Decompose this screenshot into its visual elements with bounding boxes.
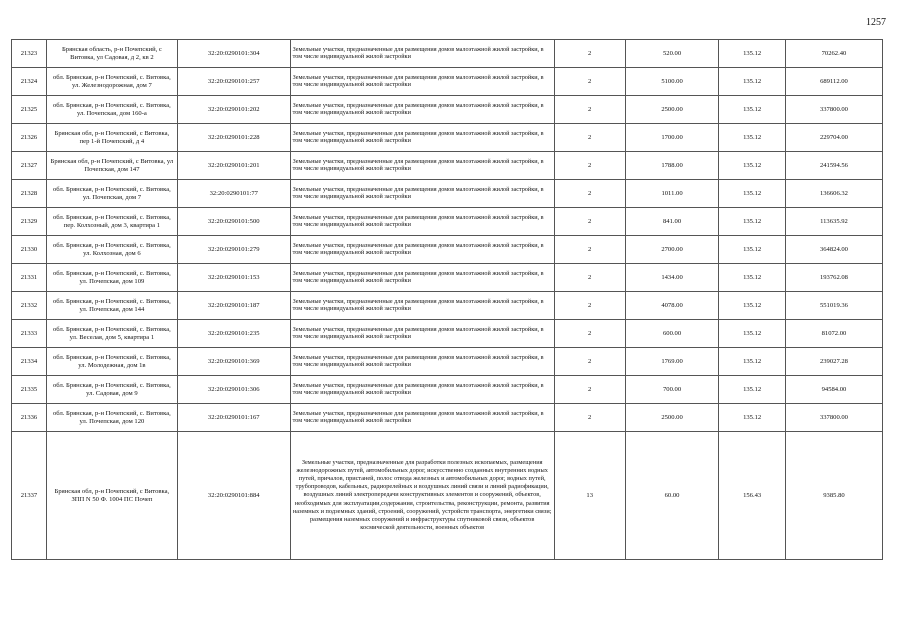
address-cell: обл. Брянская, р-н Почепский, с. Витовка, пер. Колхозный, дом 3, квартира 1 [46,208,177,236]
area-cell: 2700.00 [625,236,719,264]
table-row [12,40,883,68]
cadastral-value-cell: 689112.00 [785,68,882,96]
area-cell: 1434.00 [625,264,719,292]
address-cell: обл. Брянская, р-н Почепский, с. Витовка, ул. Колхозная, дом 6 [46,236,177,264]
area-cell: 60.00 [625,432,719,560]
area-cell: 5100.00 [625,68,719,96]
cadastral-number-cell: 32:20:0290101:167 [177,404,290,432]
rate-cell: 135.12 [719,404,786,432]
table-row [12,404,883,432]
row-number: 21334 [12,348,47,376]
cadastral-number-cell: 32:20:0290101:884 [177,432,290,560]
land-use-cell: Земельные участки, предназначенные для размещения домов малоэтажной жилой застройки, в том числе индивидуальной жилой застройки [290,292,554,320]
rate-cell: 135.12 [719,152,786,180]
rate-cell: 135.12 [719,348,786,376]
cadastral-value-table [11,39,883,560]
category-cell: 2 [554,152,625,180]
land-use-cell: Земельные участки, предназначенные для размещения домов малоэтажной жилой застройки, в том числе индивидуальной жилой застройки [290,124,554,152]
area-cell: 1700.00 [625,124,719,152]
area-cell: 600.00 [625,320,719,348]
category-cell: 2 [554,376,625,404]
land-use-cell: Земельные участки, предназначенные для размещения домов малоэтажной жилой застройки, в том числе индивидуальной жилой застройки [290,152,554,180]
address-cell: Брянская обл, р-н Почепский, с Витовка, ЗПП N 50 Ф. 1004 ПС Почеп [46,432,177,560]
land-use-cell: Земельные участки, предназначенные для размещения домов малоэтажной жилой застройки, в том числе индивидуальной жилой застройки [290,96,554,124]
category-cell: 2 [554,208,625,236]
table-row [12,236,883,264]
table-row [12,96,883,124]
table-row [12,348,883,376]
cadastral-value-cell: 113635.92 [785,208,882,236]
cadastral-value-cell: 337800.00 [785,96,882,124]
rate-cell: 135.12 [719,124,786,152]
page-number: 1257 [866,17,886,28]
land-use-cell: Земельные участки, предназначенные для размещения домов малоэтажной жилой застройки, в том числе индивидуальной жилой застройки [290,180,554,208]
cadastral-value-cell: 239027.28 [785,348,882,376]
table-row [12,152,883,180]
cadastral-value-cell: 229704.00 [785,124,882,152]
area-cell: 841.00 [625,208,719,236]
cadastral-value-cell: 70262.40 [785,40,882,68]
row-number: 21323 [12,40,47,68]
address-cell: Брянская область, р-н Почепский, с Витовка, ул Садовая, д 2, кв 2 [46,40,177,68]
table-row [12,264,883,292]
row-number: 21331 [12,264,47,292]
table-row [12,180,883,208]
cadastral-number-cell: 32:20:0290101:187 [177,292,290,320]
category-cell: 2 [554,264,625,292]
address-cell: обл. Брянская, р-н Почепский, с. Витовка, ул. Железнодорожная, дом 7 [46,68,177,96]
cadastral-number-cell: 32:20:0290101:153 [177,264,290,292]
rate-cell: 135.12 [719,208,786,236]
cadastral-value-cell: 337800.00 [785,404,882,432]
rate-cell: 135.12 [719,320,786,348]
table-row [12,376,883,404]
table-row [12,208,883,236]
rate-cell: 135.12 [719,292,786,320]
area-cell: 1769.00 [625,348,719,376]
land-use-cell: Земельные участки, предназначенные для размещения домов малоэтажной жилой застройки, в том числе индивидуальной жилой застройки [290,68,554,96]
cadastral-value-cell: 193762.08 [785,264,882,292]
cadastral-number-cell: 32:20:0290101:500 [177,208,290,236]
land-use-cell: Земельные участки, предназначенные для размещения домов малоэтажной жилой застройки, в том числе индивидуальной жилой застройки [290,40,554,68]
category-cell: 2 [554,124,625,152]
cadastral-value-cell: 136606.32 [785,180,882,208]
rate-cell: 156.43 [719,432,786,560]
category-cell: 2 [554,68,625,96]
row-number: 21333 [12,320,47,348]
address-cell: обл. Брянская, р-н Почепский, с. Витовка, ул. Почепская, дом 7 [46,180,177,208]
address-cell: обл. Брянская, р-н Почепский, с. Витовка, ул. Садовая, дом 9 [46,376,177,404]
address-cell: обл. Брянская, р-н Почепский, с. Витовка, ул. Почепская, дом 160-а [46,96,177,124]
table-row [12,320,883,348]
rate-cell: 135.12 [719,40,786,68]
cadastral-value-cell: 241594.56 [785,152,882,180]
table-row [12,68,883,96]
area-cell: 700.00 [625,376,719,404]
row-number: 21337 [12,432,47,560]
row-number: 21336 [12,404,47,432]
land-use-cell: Земельные участки, предназначенные для разработки полезных ископаемых, размещения железнодорожных путей, автомобильных дорог, искусственно созданных внутренних водных путей, причалов, пристаней, полос отвода железных и автомобильных дорог, водных путей, трубопроводов, кабельных, радиорелейных и воздушных линий связи и линий радиофикации, воздушных линий электропередачи конструктивных элементов и сооружений, объектов, необходимых для эксплуатации,содержания, строительства, реконструкции, ремонта, развития наземных и подземных зданий, строений, сооружений, устройств транспорта, энергетики связи; размещения наземных сооружений и инфраструктуры спутниковой связи, объектов космической деятельности, военных объектов [290,432,554,560]
cadastral-value-cell: 81072.00 [785,320,882,348]
rate-cell: 135.12 [719,68,786,96]
row-number: 21335 [12,376,47,404]
category-cell: 2 [554,40,625,68]
cadastral-number-cell: 32:20:0290101:77 [177,180,290,208]
cadastral-number-cell: 32:20:0290101:279 [177,236,290,264]
category-cell: 2 [554,180,625,208]
address-cell: обл. Брянская, р-н Почепский, с. Витовка, ул. Почепская, дом 109 [46,264,177,292]
category-cell: 13 [554,432,625,560]
rate-cell: 135.12 [719,376,786,404]
address-cell: Брянская обл, р-н Почепский, с Витовка, ул Почепская, дом 147 [46,152,177,180]
area-cell: 2500.00 [625,404,719,432]
row-number: 21326 [12,124,47,152]
cadastral-number-cell: 32:20:0290101:369 [177,348,290,376]
cadastral-value-cell: 94584.00 [785,376,882,404]
land-use-cell: Земельные участки, предназначенные для размещения домов малоэтажной жилой застройки, в том числе индивидуальной жилой застройки [290,404,554,432]
address-cell: обл. Брянская, р-н Почепский, с. Витовка, ул. Молодежная, дом 1в [46,348,177,376]
row-number: 21327 [12,152,47,180]
cadastral-number-cell: 32:20:0290101:202 [177,96,290,124]
row-number: 21324 [12,68,47,96]
address-cell: обл. Брянская, р-н Почепский, с. Витовка, ул. Почепская, дом 144 [46,292,177,320]
address-cell: обл. Брянская, р-н Почепский, с. Витовка, ул. Веселая, дом 5, квартира 1 [46,320,177,348]
rate-cell: 135.12 [719,236,786,264]
rate-cell: 135.12 [719,96,786,124]
land-use-cell: Земельные участки, предназначенные для размещения домов малоэтажной жилой застройки, в том числе индивидуальной жилой застройки [290,320,554,348]
land-use-cell: Земельные участки, предназначенные для размещения домов малоэтажной жилой застройки, в том числе индивидуальной жилой застройки [290,208,554,236]
address-cell: обл. Брянская, р-н Почепский, с. Витовка, ул. Почепская, дом 120 [46,404,177,432]
row-number: 21332 [12,292,47,320]
row-number: 21328 [12,180,47,208]
table-row [12,292,883,320]
cadastral-value-cell: 551019.36 [785,292,882,320]
rate-cell: 135.12 [719,180,786,208]
land-use-cell: Земельные участки, предназначенные для размещения домов малоэтажной жилой застройки, в том числе индивидуальной жилой застройки [290,376,554,404]
row-number: 21329 [12,208,47,236]
row-number: 21325 [12,96,47,124]
cadastral-number-cell: 32:20:0290101:306 [177,376,290,404]
land-use-cell: Земельные участки, предназначенные для размещения домов малоэтажной жилой застройки, в том числе индивидуальной жилой застройки [290,264,554,292]
land-use-cell: Земельные участки, предназначенные для размещения домов малоэтажной жилой застройки, в том числе индивидуальной жилой застройки [290,236,554,264]
category-cell: 2 [554,292,625,320]
category-cell: 2 [554,348,625,376]
category-cell: 2 [554,96,625,124]
cadastral-value-cell: 364824.00 [785,236,882,264]
table-row [12,124,883,152]
table-row [12,432,883,560]
area-cell: 4078.00 [625,292,719,320]
row-number: 21330 [12,236,47,264]
area-cell: 2500.00 [625,96,719,124]
area-cell: 520.00 [625,40,719,68]
rate-cell: 135.12 [719,264,786,292]
cadastral-value-cell: 9385.80 [785,432,882,560]
category-cell: 2 [554,236,625,264]
cadastral-number-cell: 32:20:0290101:257 [177,68,290,96]
cadastral-number-cell: 32:20:0290101:201 [177,152,290,180]
category-cell: 2 [554,404,625,432]
cadastral-number-cell: 32:20:0290101:304 [177,40,290,68]
cadastral-number-cell: 32:20:0290101:235 [177,320,290,348]
area-cell: 1011.00 [625,180,719,208]
address-cell: Брянская обл, р-н Почепский, с Витовка, пер 1-й Почепский, д 4 [46,124,177,152]
cadastral-number-cell: 32:20:0290101:228 [177,124,290,152]
area-cell: 1788.00 [625,152,719,180]
category-cell: 2 [554,320,625,348]
land-use-cell: Земельные участки, предназначенные для размещения домов малоэтажной жилой застройки, в том числе индивидуальной жилой застройки [290,348,554,376]
